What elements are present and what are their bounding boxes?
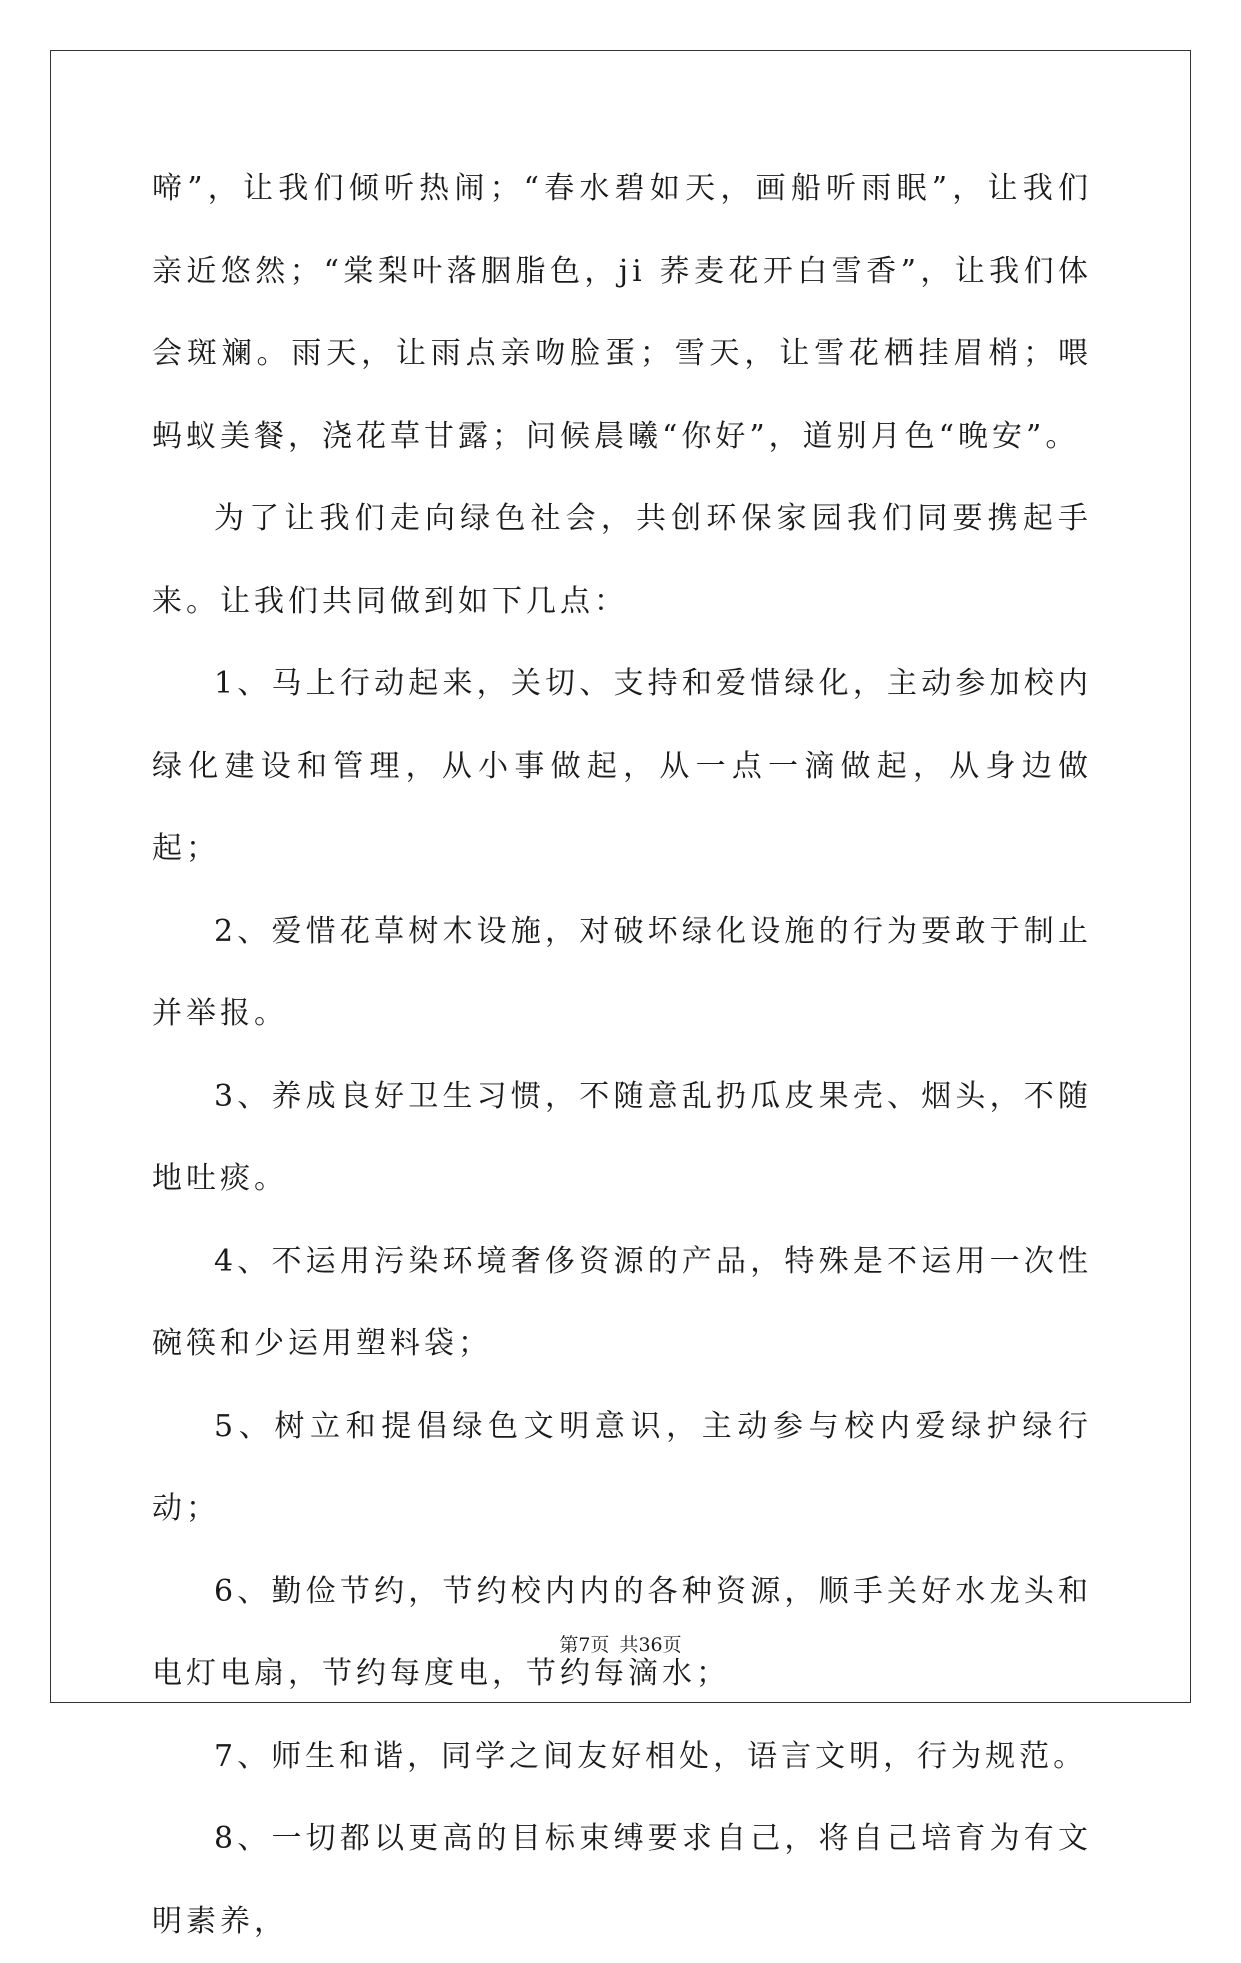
list-item: 5、树立和提倡绿色文明意识，主动参与校内爱绿护绿行动； xyxy=(152,1408,1092,1526)
page-footer xyxy=(0,1633,1241,1657)
total-page-count: 共36页 xyxy=(619,1634,682,1656)
list-item: 7、师生和谐，同学之间友好相处，语言文明，行为规范。 xyxy=(214,1738,1088,1774)
list-item: 1、马上行动起来，关切、支持和爱惜绿化，主动参加校内绿化建设和管理，从小事做起，从一点一滴做起，从身边做起； xyxy=(152,666,1092,866)
list-item: 4、不运用污染环境奢侈资源的产品，特殊是不运用一次性碗筷和少运用塑料袋； xyxy=(152,1243,1092,1361)
list-item: 6、勤俭节约，节约校内内的各种资源，顺手关好水龙头和电灯电扇，节约每度电，节约每滴水； xyxy=(152,1573,1092,1691)
document-body xyxy=(152,148,1092,1963)
paragraph: 啼”，让我们倾听热闹；“春水碧如天，画船听雨眠”，让我们亲近悠然；“棠梨叶落胭脂色，ji 荞麦花开白雪香”，让我们体会斑斓。雨天，让雨点亲吻脸蛋；雪天，让雪花栖挂眉梢；喂蚂蚁美餐，浇花草甘露；问候晨曦“你好”，道别月色“晚安”。 xyxy=(152,171,1092,454)
list-item: 8、一切都以更高的目标束缚要求自己，将自己培育为有文明素养， xyxy=(152,1821,1092,1939)
current-page-number: 第7页 xyxy=(559,1634,610,1656)
list-item: 3、养成良好卫生习惯，不随意乱扔瓜皮果壳、烟头，不随地吐痰。 xyxy=(152,1078,1092,1196)
list-item: 2、爱惜花草树木设施，对破坏绿化设施的行为要敢于制止并举报。 xyxy=(152,913,1092,1031)
paragraph: 为了让我们走向绿色社会，共创环保家园我们同要携起手来。让我们共同做到如下几点： xyxy=(152,501,1092,619)
